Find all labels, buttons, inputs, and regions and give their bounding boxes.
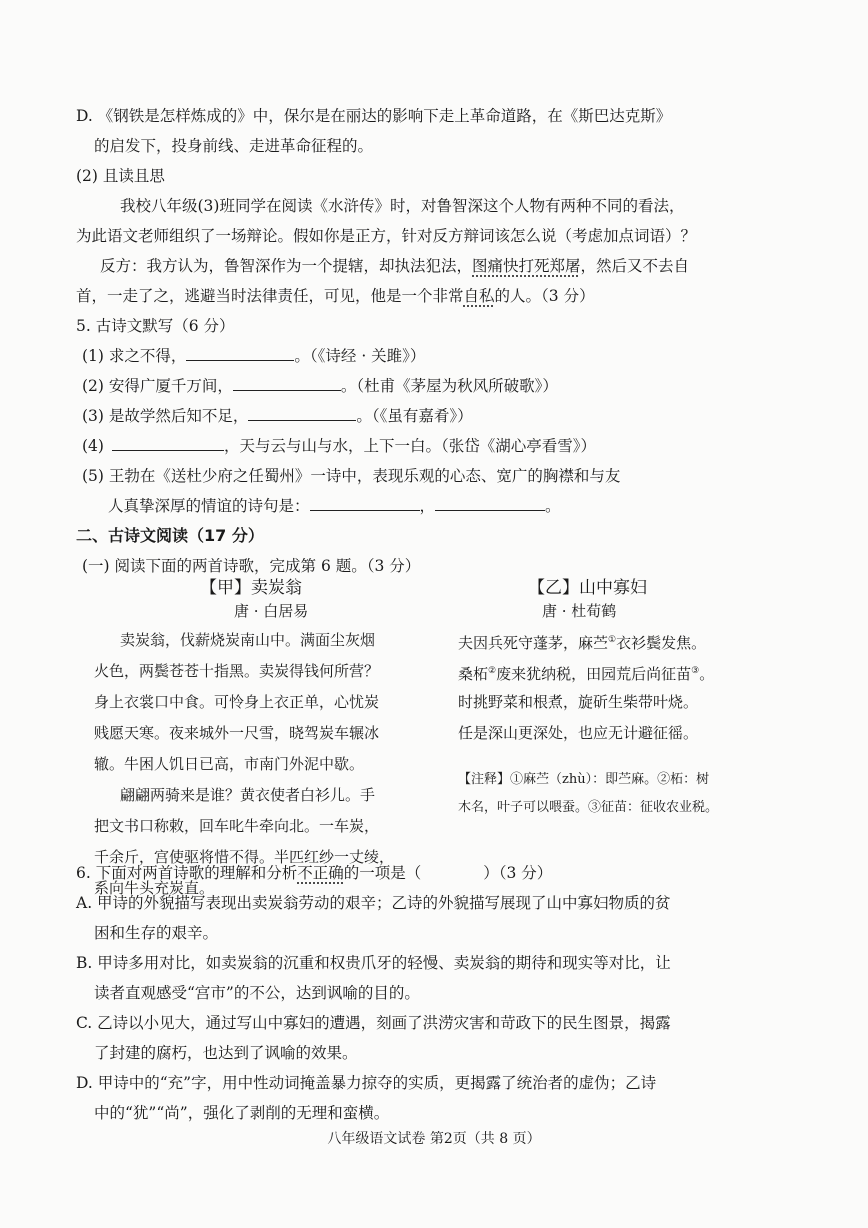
poem-a-line: 卖炭翁，伐薪烧炭南山中。满面尘灰烟 xyxy=(120,631,376,649)
q6-option-a-line1: A. 甲诗的外貌描写表现出卖炭翁劳动的艰辛；乙诗的外貌描写展现了山中寡妇物质的贫 xyxy=(76,894,671,912)
dotted-text-1: 图痛快打死郑屠 xyxy=(472,257,581,275)
q5-item5-line1: (5) 王勃在《送杜少府之任蜀州》一诗中，表现乐观的心态、宽广的胸襟和与友 xyxy=(82,467,621,485)
q4-option-d-line2: 的启发下，投身前线、走进革命征程的。 xyxy=(94,137,374,155)
page-footer: 八年级语文试卷 第2页（共 8 页） xyxy=(327,1131,541,1147)
q5-item3-source: 。（《虽有嘉肴》） xyxy=(356,407,473,425)
q6-option-c-line1: C. 乙诗以小见大，通过写山中寡妇的遭遇，刻画了洪涝灾害和苛政下的民生图景，揭露 xyxy=(76,1014,671,1032)
q4-opposing-line1 xyxy=(100,256,689,276)
poem-a-line: 火色，两鬓苍苍十指黑。卖炭得钱何所营？ xyxy=(94,662,380,680)
q5-item5-line2 xyxy=(108,496,561,516)
footnote-mark-3: ③ xyxy=(691,666,700,676)
poem-a-line: 翩翩两骑来是谁？黄衣使者白衫儿。手 xyxy=(120,786,376,804)
poem-a-line: 千余斤，宫使驱将惜不得。半匹红纱一丈绫， xyxy=(94,848,395,866)
q5-item2 xyxy=(82,376,558,396)
poem-a-line: 系向牛头充炭直。 xyxy=(94,879,215,897)
poem-b-l1b: 衣衫鬓发焦。 xyxy=(616,634,707,652)
q5-item4-num: (4) xyxy=(82,437,104,455)
q6-option-b-line2: 读者直观感受“宫市”的不公，达到讽喻的目的。 xyxy=(94,984,420,1002)
poem-b-line1 xyxy=(458,625,706,659)
q6-option-a-line2: 困和生存的艰辛。 xyxy=(94,924,219,942)
answer-blank-5b[interactable] xyxy=(435,496,545,511)
poem-b-l2a: 桑柘 xyxy=(458,665,489,683)
poem-b-author: 唐 · 杜荀鹤 xyxy=(542,602,617,620)
q5-item4-text: ，天与云与山与水，上下一白。（张岱《湖心亭看雪》） xyxy=(223,437,596,455)
poem-b-line2 xyxy=(458,656,714,690)
section2-subtitle: (一) 阅读下面的两首诗歌，完成第 6 题。（3 分） xyxy=(82,557,421,575)
poem-b-line3: 时挑野菜和根煮，旋斫生柴带叶烧。 xyxy=(458,693,699,711)
opposing-text-a: 反方：我方认为，鲁智深作为一个提辖，却执法犯法， xyxy=(100,257,473,275)
q5-item1-source: 。（《诗经 · 关雎》） xyxy=(294,347,426,365)
answer-blank-2[interactable] xyxy=(233,376,341,391)
footnote-mark-2: ② xyxy=(488,666,497,676)
q5-item1-text: (1) 求之不得， xyxy=(82,347,187,365)
q5-item4 xyxy=(82,436,596,456)
answer-blank-4[interactable] xyxy=(112,436,224,451)
q6-stem-emphasis: 不正确 xyxy=(297,864,344,882)
q6-stem-a: 6. 下面对两首诗歌的理解和分析 xyxy=(76,864,298,882)
poem-a-author: 唐 · 白居易 xyxy=(234,602,309,620)
poem-a-line: 身上衣裳口中食。可怜身上衣正单，心忧炭 xyxy=(94,693,380,711)
opposing-text-c: ，然后又不去自 xyxy=(580,257,690,275)
poem-b-l2b: 废来犹纳税，田园荒后尚征苗 xyxy=(496,665,692,683)
q5-title: 5. 古诗文默写（6 分） xyxy=(76,317,235,335)
answer-blank-1[interactable] xyxy=(186,346,294,361)
q5-item3-text: (3) 是故学然后知不足， xyxy=(82,407,249,425)
q5-item5-comma: ， xyxy=(419,497,436,515)
section2-title: 二、古诗文阅读（17 分） xyxy=(76,526,264,545)
q5-item2-source: 。（杜甫《茅屋为秋风所破歌》） xyxy=(340,377,558,395)
q5-item1 xyxy=(82,346,425,366)
poem-b-l1a: 夫因兵死守蓬茅，麻苎 xyxy=(458,634,609,652)
poem-a-title: 【甲】卖炭翁 xyxy=(200,578,302,598)
q6-option-d-line1: D. 甲诗中的“充”字，用中性动词掩盖暴力掠夺的实质，更揭露了统治者的虚伪；乙诗 xyxy=(76,1074,657,1092)
q4-opposing-line2 xyxy=(76,286,595,306)
q6-option-d-line2: 中的“犹”“尚”，强化了剥削的无理和蛮横。 xyxy=(94,1104,390,1122)
q4-part2-label: (2) 且读且思 xyxy=(76,167,165,185)
q6-option-c-line2: 了封建的腐朽，也达到了讽喻的效果。 xyxy=(94,1044,358,1062)
answer-blank-3[interactable] xyxy=(248,406,356,421)
poem-a-line: 贱愿天寒。夜来城外一尺雪，晓驾炭车辗冰 xyxy=(94,724,380,742)
dotted-phrase-1 xyxy=(472,257,581,275)
q4-option-d-line1: D. 《钢铁是怎样炼成的》中，保尔是在丽达的影响下走上革命道路，在《斯巴达克斯》 xyxy=(76,107,672,125)
answer-blank-5a[interactable] xyxy=(310,496,420,511)
poem-b-note-line1: 【注释】①麻苎（zhù）：即苎麻。②柘：树 xyxy=(458,772,710,787)
poem-b-title: 【乙】山中寡妇 xyxy=(528,578,647,598)
q6-stem-c: 的一项是（ xyxy=(343,864,422,882)
q6-stem xyxy=(76,863,552,883)
poem-a-line: 把文书口称敕，回车叱牛牵向北。一车炭， xyxy=(94,817,380,835)
q4-part2-para1: 我校八年级(3)班同学在阅读《水浒传》时，对鲁智深这个人物有两种不同的看法， xyxy=(120,197,685,215)
q5-item5-text: 人真挚深厚的情谊的诗句是： xyxy=(108,497,310,515)
q5-item5-end: 。 xyxy=(545,497,561,515)
poem-b-line4: 任是深山更深处，也应无计避征徭。 xyxy=(458,724,699,742)
opposing-text-2c: 的人。（3 分） xyxy=(494,287,595,305)
q5-item2-text: (2) 安得广厦千万间， xyxy=(82,377,233,395)
poem-b-l2c: 。 xyxy=(699,665,715,683)
opposing-text-2a: 首，一走了之，逃避当时法律责任，可见，他是一个非常 xyxy=(76,287,464,305)
q5-item3 xyxy=(82,406,473,426)
poem-b-note-line2: 木名，叶子可以喂蚕。③征苗：征收农业税。 xyxy=(458,800,719,815)
q6-option-b-line1: B. 甲诗多用对比，如卖炭翁的沉重和权贵爪牙的轻慢、卖炭翁的期待和现实等对比，让 xyxy=(76,954,671,972)
dotted-text-2: 自私 xyxy=(463,287,495,305)
poem-a-line: 辙。牛困人饥日已高，市南门外泥中歇。 xyxy=(94,755,365,773)
q4-part2-para2: 为此语文老师组织了一场辩论。假如你是正方，针对反方辩词该怎么说（考虑加点词语）？ xyxy=(76,227,697,245)
q6-stem-d: ）（3 分） xyxy=(483,864,553,882)
footnote-mark-1: ① xyxy=(608,635,617,645)
